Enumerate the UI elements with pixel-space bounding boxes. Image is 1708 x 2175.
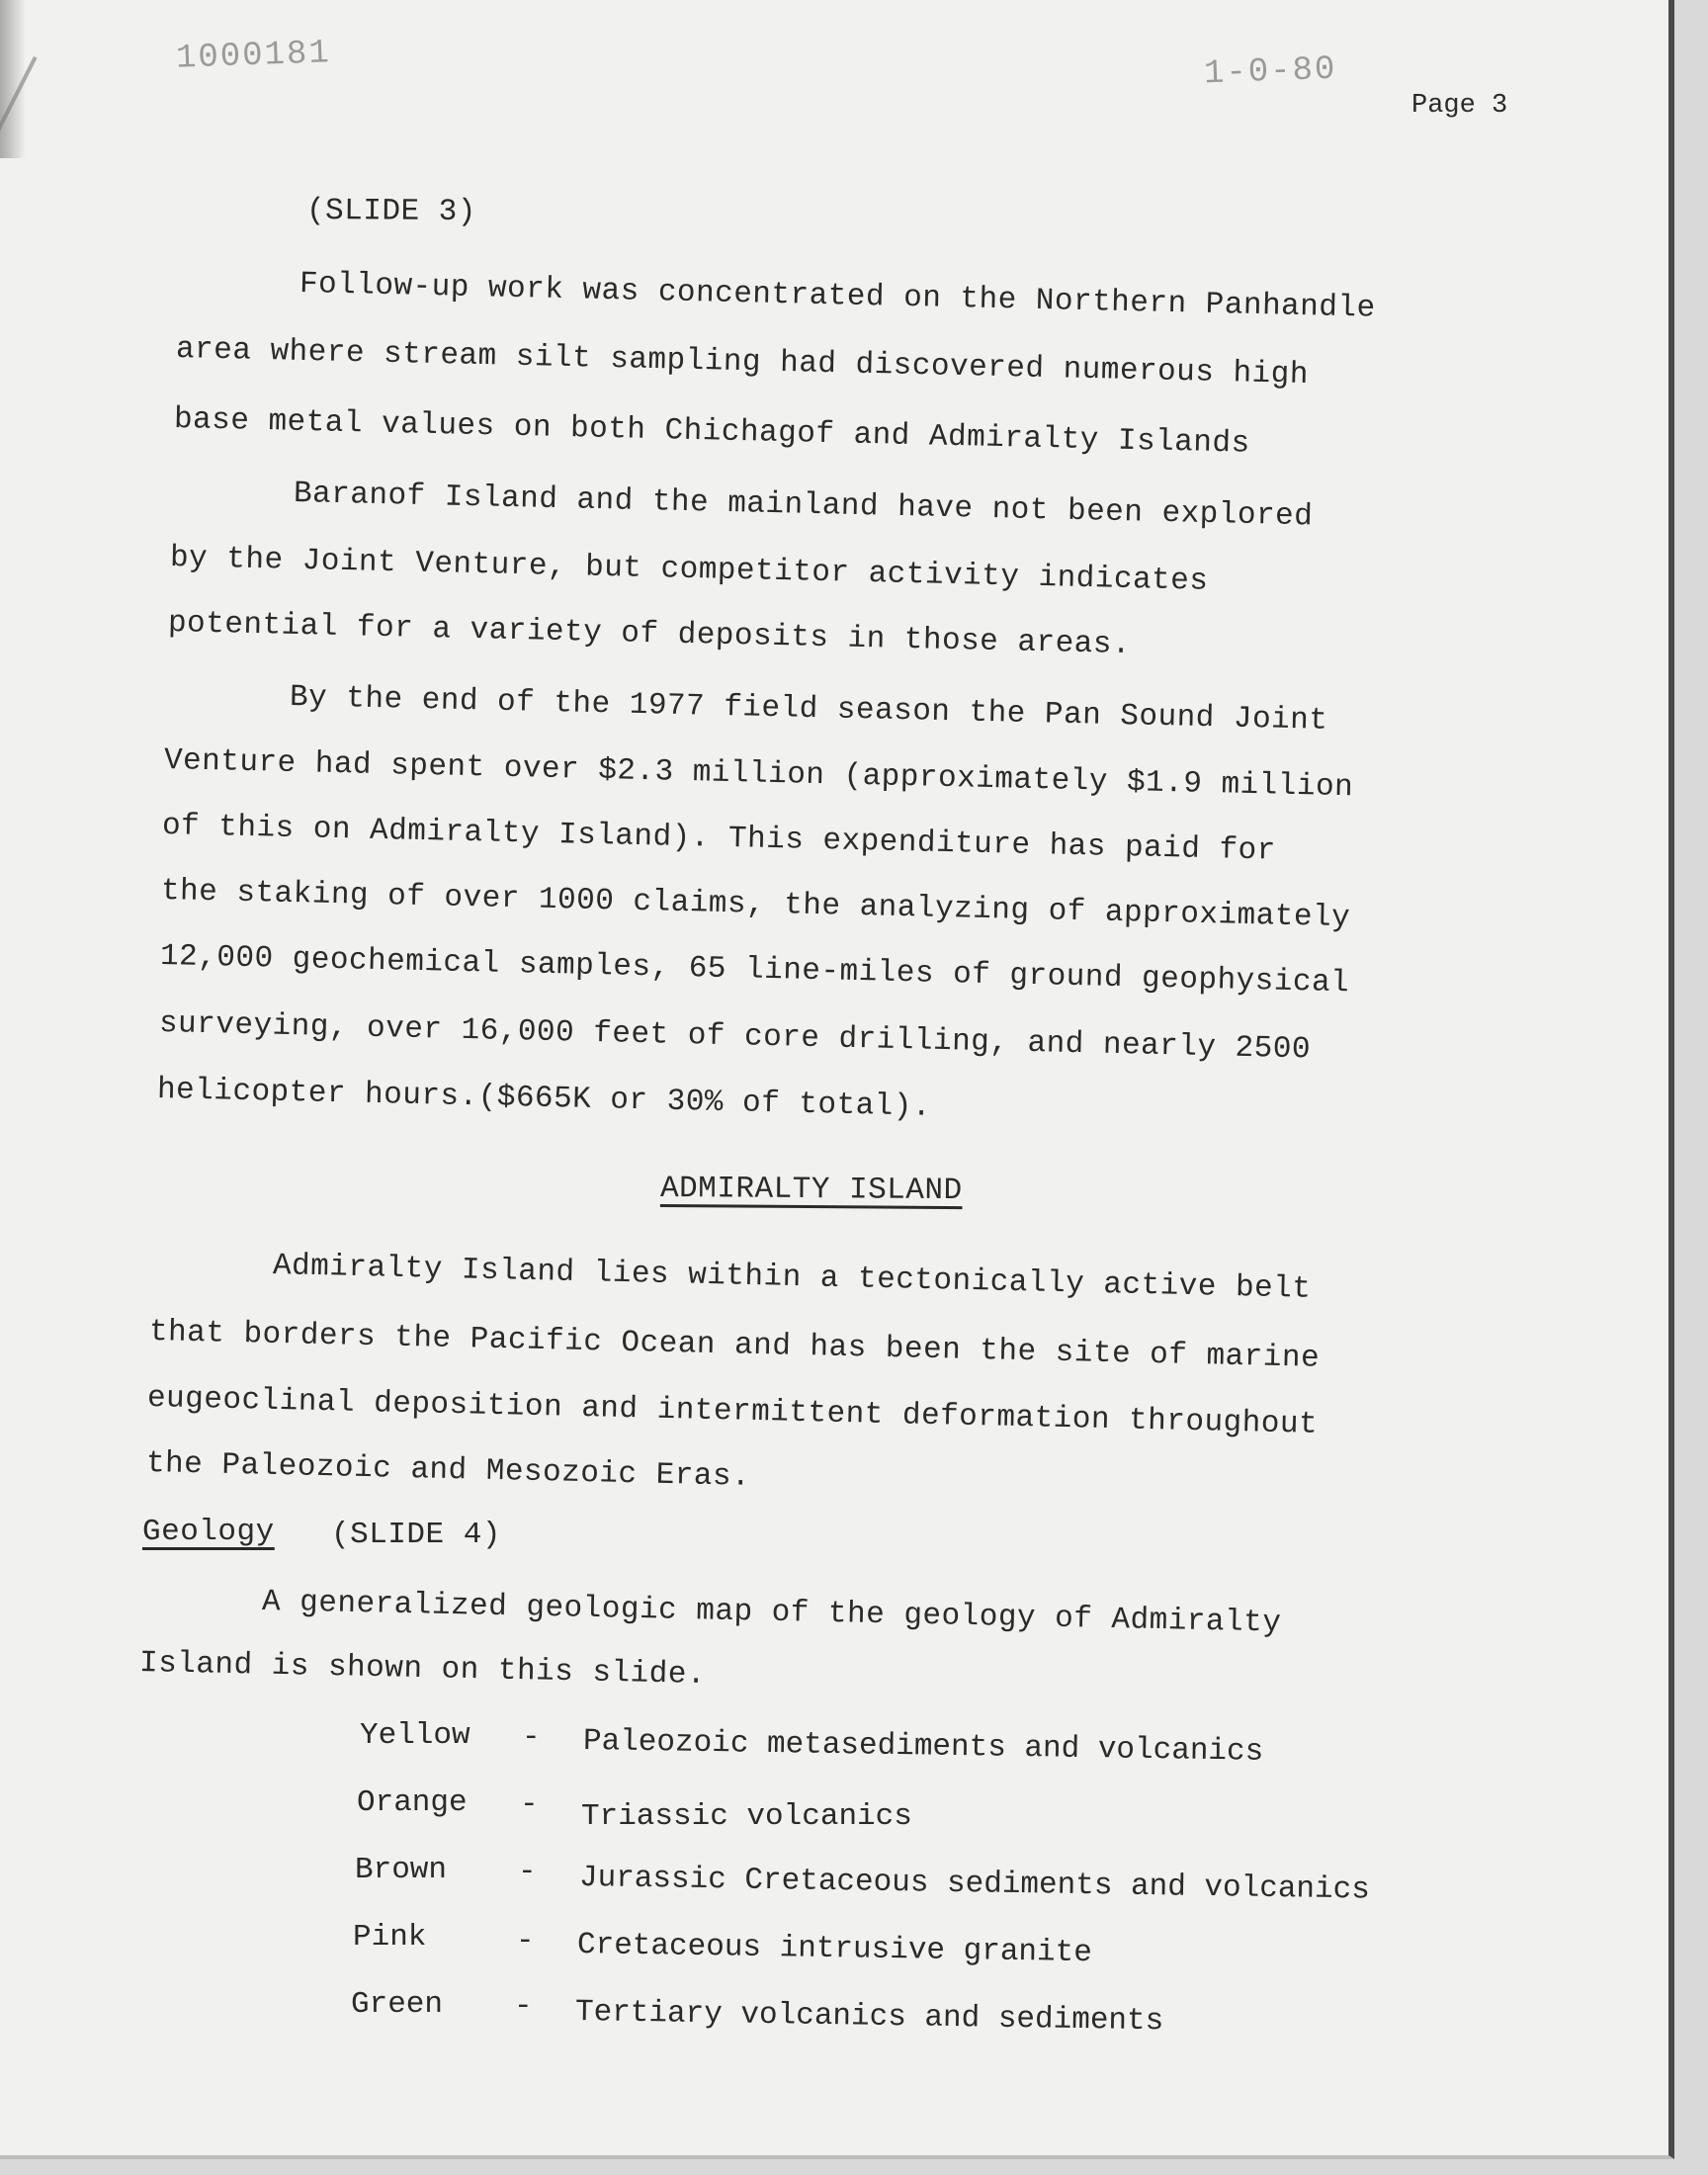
legend-description: Tertiary volcanics and sediments [574, 1995, 1164, 2040]
subheading-geology: Geology [142, 1515, 275, 1549]
legend-color-name: Pink [353, 1920, 427, 1955]
paragraph-line: surveying, over 16,000 feet of core drilling, and nearly 2500 [158, 1006, 1312, 1068]
legend-description: Cretaceous intrusive granite [576, 1928, 1093, 1971]
paragraph-line: helicopter hours.($665K or 30% of total). [156, 1073, 932, 1125]
legend-dash: - [518, 1855, 537, 1889]
legend-description: Triassic volcanics [581, 1799, 912, 1834]
paragraph-line: A generalized geologic map of the geology of Admiralty [261, 1585, 1282, 1641]
slide-marker-3: (SLIDE 3) [305, 194, 477, 230]
paragraph-line: By the end of the 1977 field season the Pan Sound Joint [289, 680, 1328, 739]
stamp-number-right: 1-0-80 [1203, 50, 1338, 94]
legend-description: Jurassic Cretaceous sediments and volcanics [578, 1861, 1371, 1908]
legend-description: Paleozoic metasediments and volcanics [582, 1724, 1264, 1770]
paragraph-line: of this on Admiralty Island). This expenditure has paid for [161, 809, 1277, 869]
paragraph-line: Admiralty Island lies within a tectonically active belt [272, 1249, 1312, 1307]
legend-dash: - [520, 1787, 539, 1822]
paragraph-line: Island is shown on this slide. [138, 1646, 707, 1693]
legend-dash: - [522, 1720, 541, 1755]
paragraph-line: Baranof Island and the mainland have not been explored [293, 477, 1314, 535]
paragraph-line: Follow-up work was concentrated on the Northern Panhandle [299, 267, 1376, 326]
legend-color-name: Yellow [360, 1718, 470, 1753]
paragraph-line: the staking of over 1000 claims, the analyzing of approximately [160, 874, 1351, 936]
paragraph-line: eugeoclinal deposition and intermittent deformation throughout [146, 1381, 1319, 1442]
page-number: Page 3 [1411, 91, 1508, 121]
stamp-number-left: 1000181 [175, 35, 332, 78]
paragraph-line: the Paleozoic and Mesozoic Eras. [145, 1446, 751, 1495]
slide-marker-4: (SLIDE 4) [331, 1518, 501, 1552]
legend-color-name: Brown [355, 1853, 448, 1887]
legend-dash: - [516, 1924, 535, 1958]
legend-dash: - [514, 1989, 533, 2024]
paragraph-line: by the Joint Venture, but competitor activity indicates [169, 541, 1209, 599]
legend-color-name: Orange [357, 1785, 468, 1820]
paragraph-line: that borders the Pacific Ocean and has been the site of marine [148, 1315, 1321, 1376]
section-heading-admiralty: ADMIRALTY ISLAND [659, 1172, 963, 1209]
paragraph-line: area where stream silt sampling had discovered numerous high [175, 332, 1310, 392]
legend-color-name: Green [351, 1987, 444, 2022]
paragraph-line: Venture had spent over $2.3 million (approximately $1.9 million [163, 743, 1354, 806]
paragraph-line: potential for a variety of deposits in those areas. [167, 606, 1132, 663]
paragraph-line: base metal values on both Chichagof and Admiralty Islands [173, 402, 1250, 462]
paragraph-line: 12,000 geochemical samples, 65 line-miles of ground geophysical [159, 939, 1350, 1001]
